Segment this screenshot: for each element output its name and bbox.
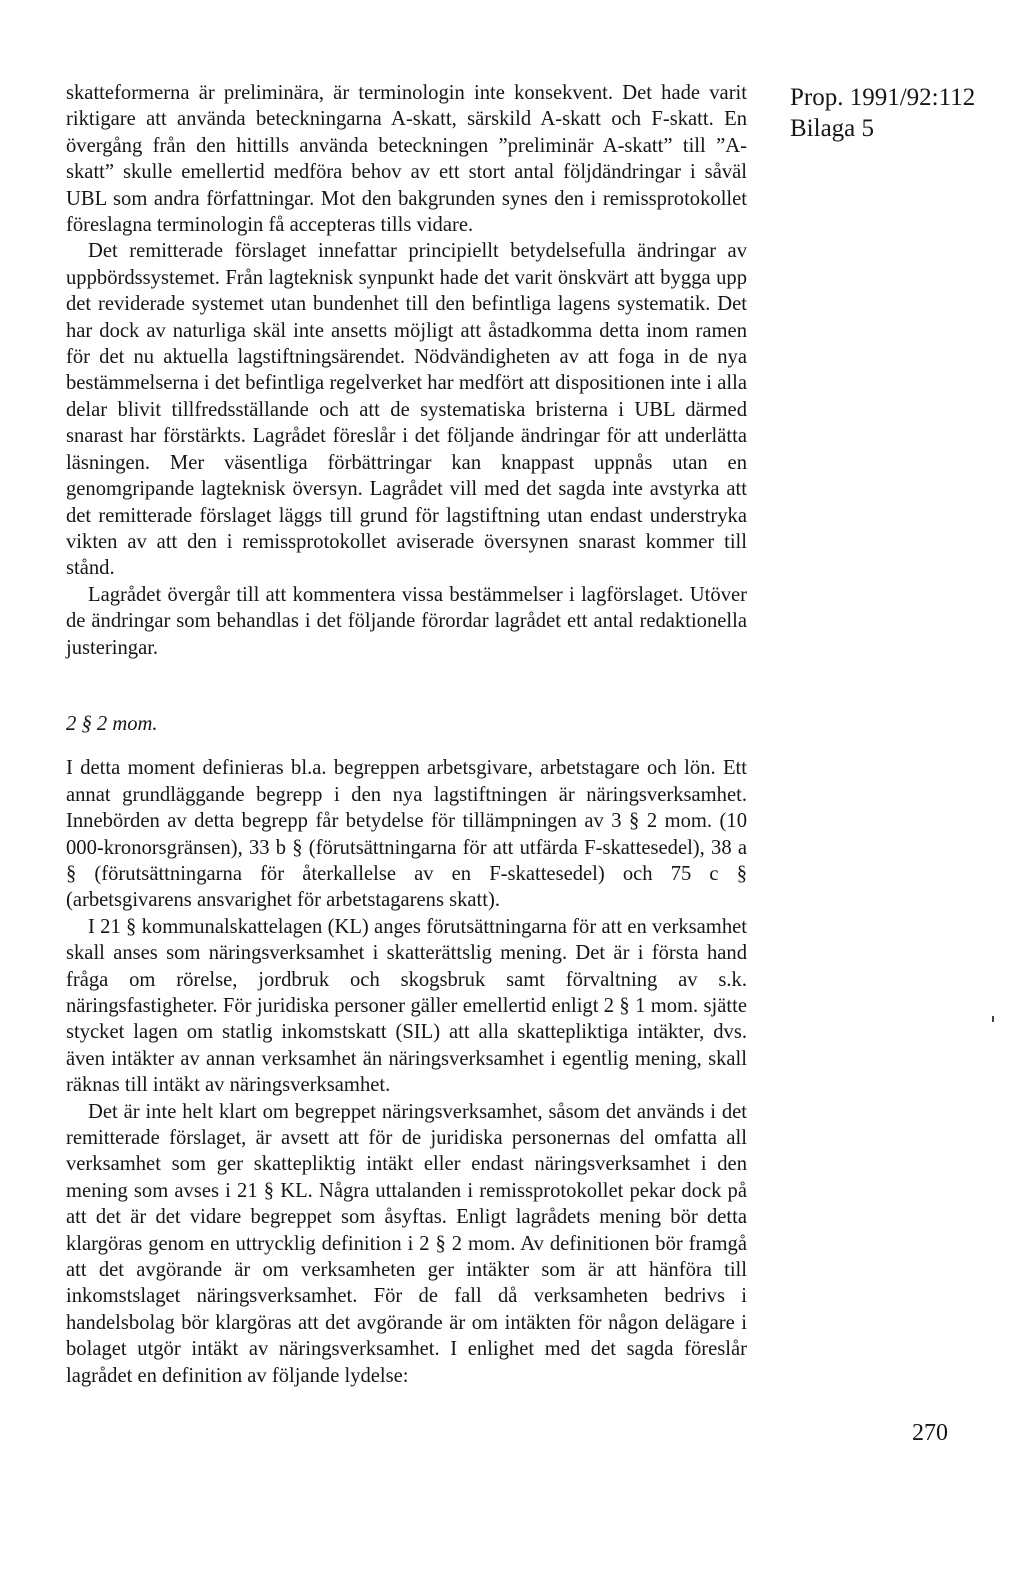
section-heading: 2 § 2 mom. — [66, 712, 158, 735]
scan-speck — [992, 1016, 994, 1022]
body-text — [66, 80, 747, 1389]
appendix-label: Bilaga 5 — [790, 115, 875, 142]
paragraph-3: Lagrådet övergår till att kommentera vissa bestämmelser i lagförslaget. Utöver de ändringar som behandlas i det följande förordar lagrådet ett antal redaktionella justeringar. — [66, 583, 747, 659]
paragraph-1: skatteformerna är preliminära, är terminologin inte konsekvent. Det hade varit riktigare att använda beteckningarna A-skatt, särskild A-skatt och F-skatt. En övergång från den hittills använda beteckningen ”preliminär A-skatt” till ”A-skatt” skulle emellertid medföra behov av ett stort antal följdändringar i såväl UBL som andra författningar. Mot den bakgrunden synes den i remissprotokollet föreslagna terminologin få accepteras tills vidare. — [66, 82, 747, 237]
paragraph-2: Det remitterade förslaget innefattar principiellt betydelsefulla ändringar av uppbördssystemet. Från lagteknisk synpunkt hade det varit önskvärt att bygga upp det reviderade systemet utan bundenhet till den befintliga lagens systematik. Det har dock av naturliga skäl inte ansetts möjligt att åstadkomma detta inom ramen för det nu aktuella lagstiftningsärendet. Nödvändigheten av att foga in de nya bestämmelserna i det befintliga regelverket har medfört att dispositionen inte i alla delar blivit tillfredsställande och att de systematiska bristerna i UBL därmed snarast har förstärkts. Lagrådet föreslår i det följande ändringar för att underlätta läsningen. Mer väsentliga förbättringar kan knappast uppnås utan en genomgripande lagteknisk översyn. Lagrådet vill med det sagda inte avstyrka att det remitterade förslaget läggs till grund för lagstiftning utan endast understryka vikten av att den i remissprotokollet aviserade översynen snarast kommer till stånd. — [66, 240, 747, 580]
page-number: 270 — [912, 1420, 948, 1446]
paragraph-4: I detta moment definieras bl.a. begreppen arbetsgivare, arbetstagare och lön. Ett annat grundläggande begrepp i den nya lagstiftningen är näringsverksamhet. Innebörden av detta begrepp får betydelse för tillämpningen av 3 § 2 mom. (10 000-kronorsgränsen), 33 b § (förutsättningarna för att utfärda F-skattesedel), 38 a § (förutsättningarna för återkallelse av en F-skattesedel) och 75 c § (arbetsgivarens ansvarighet för arbetstagarens skatt). — [66, 757, 747, 912]
paragraph-6: Det är inte helt klart om begreppet näringsverksamhet, såsom det används i det remitterade förslaget, är avsett att för de juridiska personernas del omfatta all verksamhet som ger skattepliktig intäkt eller endast näringsverksamhet i den mening som avses i 21 § KL. Några uttalanden i remissprotokollet pekar dock på att det är det vidare begreppet som åsyftas. Enligt lagrådets mening bör detta klargöras genom en uttrycklig definition i 2 § 2 mom. Av definitionen bör framgå att det avgörande är om verksamheten ger intäkter som är att hänföra till inkomstslaget näringsverksamhet. För de fall då verksamheten bedrivs i handelsbolag bör klargöras att det avgörande är om intäkten för någon delägare i bolaget utgör intäkt av näringsverksamhet. I enlighet med det sagda föreslår lagrådet en definition av följande lydelse: — [66, 1100, 747, 1387]
margin-reference — [790, 82, 1010, 144]
paragraph-5: I 21 § kommunalskattelagen (KL) anges förutsättningarna för att en verksamhet skall anses som näringsverksamhet i skatterättslig mening. Det är i första hand fråga om rörelse, jordbruk och skogsbruk samt förvaltning av s.k. näringsfastigheter. För juridiska personer gäller emellertid enligt 2 § 1 mom. sjätte stycket lagen om statlig inkomstskatt (SIL) att alla skattepliktiga intäkter, dvs. även intäkter av annan verksamhet än näringsverksamhet i egentlig mening, skall räknas till intäkt av näringsverksamhet. — [66, 915, 747, 1097]
proposition-reference: Prop. 1991/92:112 — [790, 84, 976, 111]
